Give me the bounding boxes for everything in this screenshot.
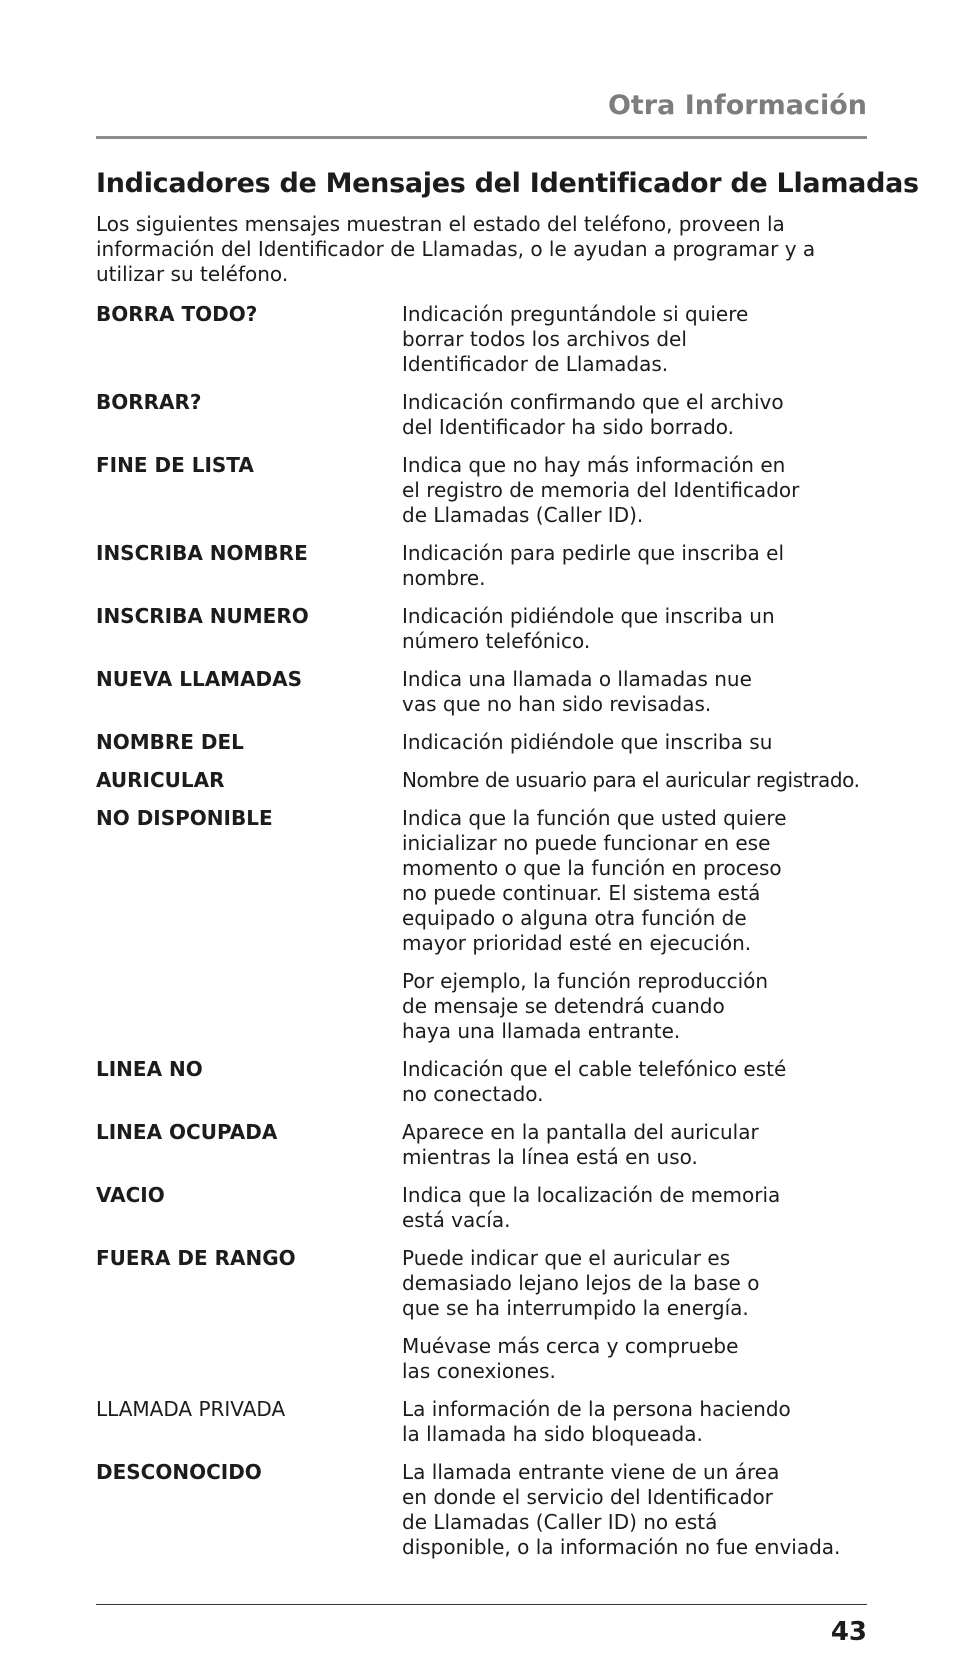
message-entry xyxy=(96,1183,876,1233)
message-description: Puede indicar que el auricular es demasiado lejano lejos de la base o que se ha interrumpido la energía. xyxy=(402,1246,760,1320)
message-description: Indicación confirmando que el archivo del Identificador ha sido borrado. xyxy=(402,390,784,439)
page-number: 43 xyxy=(830,1617,867,1647)
message-description: Indica que la localización de memoria está vacía. xyxy=(402,1183,781,1232)
message-term: NOMBRE DEL xyxy=(96,730,244,754)
message-entry xyxy=(96,1246,876,1321)
message-term: INSCRIBA NOMBRE xyxy=(96,541,308,565)
message-description: Por ejemplo, la función reproducción de mensaje se detendrá cuando haya una llamada entrante. xyxy=(402,969,769,1043)
top-divider xyxy=(96,136,867,139)
message-term: NUEVA LLAMADAS xyxy=(96,667,303,691)
message-description: Indicación para pedirle que inscriba el nombre. xyxy=(402,541,785,590)
message-term: DESCONOCIDO xyxy=(96,1460,262,1484)
message-list xyxy=(96,302,876,1573)
bottom-divider xyxy=(96,1604,867,1605)
message-term: INSCRIBA NUMERO xyxy=(96,604,309,628)
message-term xyxy=(96,969,402,1044)
message-entry xyxy=(96,541,876,591)
message-term: FINE DE LISTA xyxy=(96,453,254,477)
message-description: Indicación que el cable telefónico esté no conectado. xyxy=(402,1057,787,1106)
message-entry xyxy=(96,1120,876,1170)
message-entry xyxy=(96,1460,876,1560)
message-term: LLAMADA PRIVADA xyxy=(96,1397,286,1421)
message-term xyxy=(96,1334,402,1384)
message-term: VACIO xyxy=(96,1183,165,1207)
message-entry xyxy=(96,1334,876,1384)
message-term: FUERA DE RANGO xyxy=(96,1246,296,1270)
message-description: Muévase más cerca y compruebe las conexiones. xyxy=(402,1334,739,1383)
message-entry xyxy=(96,302,876,377)
message-entry xyxy=(96,969,876,1044)
message-entry xyxy=(96,730,876,755)
message-description: Indica una llamada o llamadas nue vas que no han sido revisadas. xyxy=(402,667,752,716)
message-entry xyxy=(96,453,876,528)
message-description: Aparece en la pantalla del auricular mientras la línea está en uso. xyxy=(402,1120,759,1169)
message-term: LINEA OCUPADA xyxy=(96,1120,278,1144)
message-description: Indicación pidiéndole que inscriba su xyxy=(402,730,773,754)
message-description: Indica que no hay más información en el registro de memoria del Identificador de Llamadas (Caller ID). xyxy=(402,453,800,527)
message-entry xyxy=(96,667,876,717)
message-entry xyxy=(96,1057,876,1107)
message-entry xyxy=(96,768,876,793)
message-entry xyxy=(96,1397,876,1447)
page-title: Indicadores de Mensajes del Identificador de Llamadas xyxy=(96,168,919,199)
message-term: NO DISPONIBLE xyxy=(96,806,273,830)
message-description: Indicación preguntándole si quiere borrar todos los archivos del Identificador de Llamadas. xyxy=(402,302,749,376)
message-term: BORRAR? xyxy=(96,390,202,414)
message-entry xyxy=(96,390,876,440)
intro-paragraph: Los siguientes mensajes muestran el estado del teléfono, proveen la información del Identificador de Llamadas, o le ayudan a programar y a utilizar su teléfono. xyxy=(96,212,816,286)
message-term: BORRA TODO? xyxy=(96,302,258,326)
message-term: AURICULAR xyxy=(96,768,225,792)
message-entry xyxy=(96,604,876,654)
message-description: Indicación pidiéndole que inscriba un número telefónico. xyxy=(402,604,775,653)
message-description: La información de la persona haciendo la llamada ha sido bloqueada. xyxy=(402,1397,791,1446)
message-description: Nombre de usuario para el auricular registrado. xyxy=(402,768,860,792)
message-entry xyxy=(96,806,876,956)
section-header: Otra Información xyxy=(607,90,867,121)
message-description: Indica que la función que usted quiere inicializar no puede funcionar en ese momento o que la función en proceso no puede continuar. El sistema está equipado o alguna otra función de mayor prioridad esté en ejecución. xyxy=(402,806,787,955)
message-term: LINEA NO xyxy=(96,1057,203,1081)
message-description: La llamada entrante viene de un área en donde el servicio del Identificador de Llamadas (Caller ID) no está disponible, o la información no fue enviada. xyxy=(402,1460,841,1559)
